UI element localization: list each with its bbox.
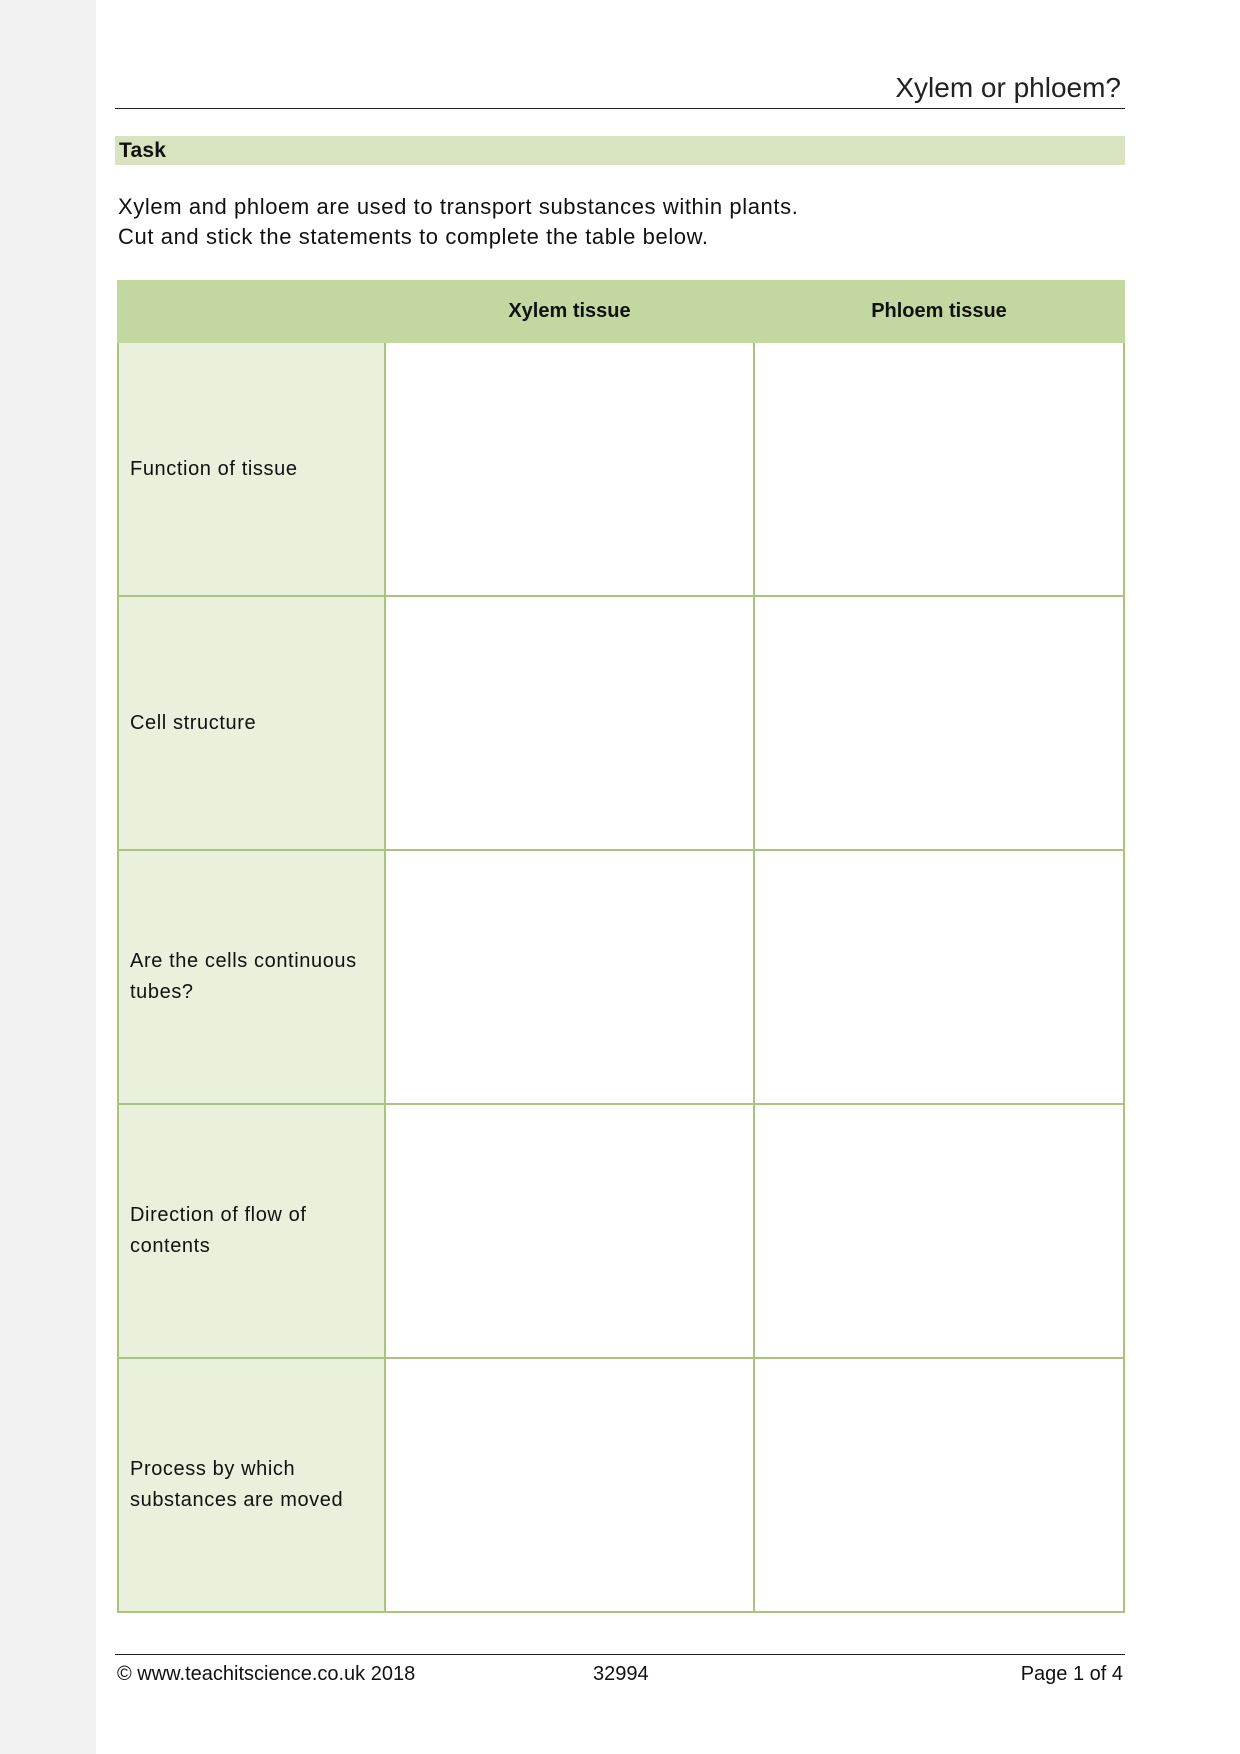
row-label-direction-of-flow: Direction of flow of contents xyxy=(118,1104,385,1358)
table-row xyxy=(118,342,1124,596)
row-label-cell-structure: Cell structure xyxy=(118,596,385,850)
page-header xyxy=(115,62,1125,109)
footer-resource-code: 32994 xyxy=(593,1663,649,1685)
task-instructions xyxy=(118,192,1118,252)
row-label-process: Process by which substances are moved xyxy=(118,1358,385,1612)
column-header-xylem: Xylem tissue xyxy=(385,281,754,342)
instruction-line: Cut and stick the statements to complete the table below. xyxy=(118,224,709,249)
footer-page-number: Page 1 of 4 xyxy=(1020,1663,1123,1685)
page-title: Xylem or phloem? xyxy=(895,72,1121,103)
xylem-answer-cell[interactable] xyxy=(385,850,754,1104)
header-corner-cell xyxy=(118,281,385,342)
task-heading-bar xyxy=(115,136,1125,165)
table-row xyxy=(118,596,1124,850)
xylem-answer-cell[interactable] xyxy=(385,1358,754,1612)
table-row xyxy=(118,1358,1124,1612)
phloem-answer-cell[interactable] xyxy=(754,596,1124,850)
phloem-answer-cell[interactable] xyxy=(754,1358,1124,1612)
task-heading: Task xyxy=(119,139,167,162)
page-footer xyxy=(115,1654,1125,1691)
phloem-answer-cell[interactable] xyxy=(754,342,1124,596)
footer-copyright: © www.teachitscience.co.uk 2018 xyxy=(117,1663,416,1685)
instruction-line: Xylem and phloem are used to transport substances within plants. xyxy=(118,194,799,219)
column-header-phloem: Phloem tissue xyxy=(754,281,1124,342)
xylem-answer-cell[interactable] xyxy=(385,1104,754,1358)
table-row xyxy=(118,1104,1124,1358)
phloem-answer-cell[interactable] xyxy=(754,850,1124,1104)
xylem-answer-cell[interactable] xyxy=(385,342,754,596)
table-row xyxy=(118,850,1124,1104)
row-label-continuous-tubes: Are the cells continuous tubes? xyxy=(118,850,385,1104)
row-label-function: Function of tissue xyxy=(118,342,385,596)
xylem-phloem-table xyxy=(117,280,1125,1613)
xylem-answer-cell[interactable] xyxy=(385,596,754,850)
table-header-row xyxy=(118,281,1124,342)
phloem-answer-cell[interactable] xyxy=(754,1104,1124,1358)
